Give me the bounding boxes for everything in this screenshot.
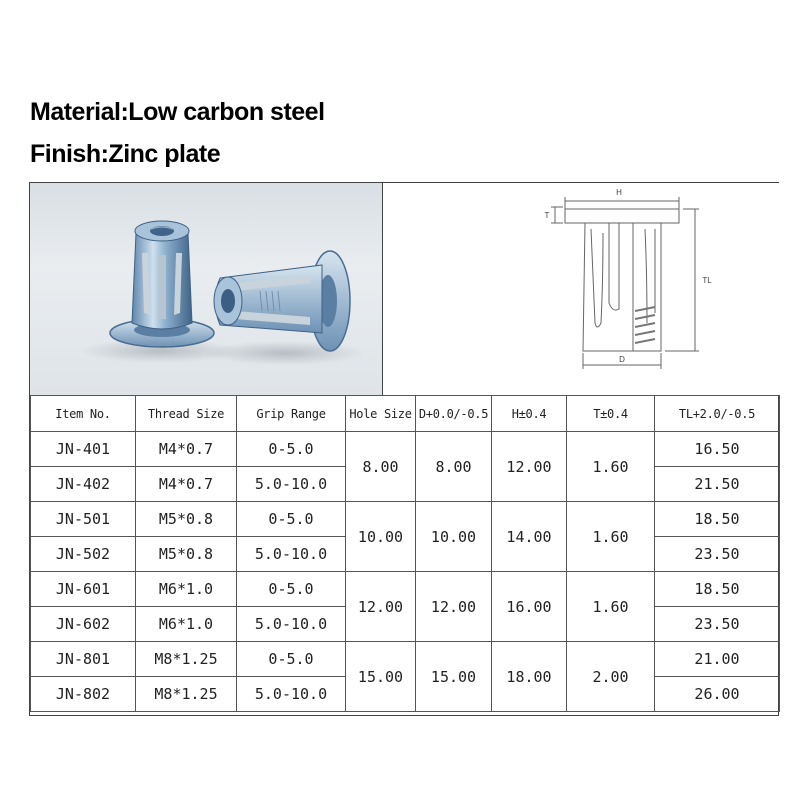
cell-hole-size: 8.00 [346, 432, 416, 502]
cell-tl: 26.00 [655, 677, 780, 712]
col-header-hole-size: Hole Size [346, 396, 416, 432]
cell-t: 1.60 [567, 432, 655, 502]
cell-tl: 23.50 [655, 607, 780, 642]
finish-heading: Finish:Zinc plate [30, 140, 221, 168]
cell-h: 18.00 [492, 642, 567, 712]
table-row [31, 432, 780, 467]
cell-d: 12.00 [416, 572, 492, 642]
cell-item-no: JN-602 [31, 607, 136, 642]
col-header-tl: TL+2.0/-0.5 [655, 396, 780, 432]
cell-grip-range: 5.0-10.0 [237, 607, 346, 642]
cell-t: 1.60 [567, 572, 655, 642]
cell-grip-range: 5.0-10.0 [237, 537, 346, 572]
col-header-grip-range: Grip Range [237, 396, 346, 432]
cell-item-no: JN-402 [31, 467, 136, 502]
table-row [31, 572, 780, 607]
cell-thread-size: M4*0.7 [136, 432, 237, 467]
table-row [31, 642, 780, 677]
cell-thread-size: M5*0.8 [136, 502, 237, 537]
product-photo [30, 183, 382, 395]
cell-hole-size: 10.00 [346, 502, 416, 572]
cell-grip-range: 0-5.0 [237, 432, 346, 467]
cell-t: 2.00 [567, 642, 655, 712]
cell-tl: 18.50 [655, 572, 780, 607]
cell-item-no: JN-401 [31, 432, 136, 467]
cell-tl: 21.50 [655, 467, 780, 502]
cell-d: 10.00 [416, 502, 492, 572]
cell-item-no: JN-801 [31, 642, 136, 677]
table-row [31, 502, 780, 537]
cell-thread-size: M6*1.0 [136, 607, 237, 642]
cell-h: 12.00 [492, 432, 567, 502]
cell-tl: 18.50 [655, 502, 780, 537]
cell-thread-size: M8*1.25 [136, 642, 237, 677]
col-header-t: T±0.4 [567, 396, 655, 432]
cell-grip-range: 0-5.0 [237, 642, 346, 677]
cell-thread-size: M6*1.0 [136, 572, 237, 607]
spec-table [30, 395, 780, 712]
col-header-thread-size: Thread Size [136, 396, 237, 432]
table-header-row [31, 396, 780, 432]
cell-tl: 21.00 [655, 642, 780, 677]
dim-label-t: T [544, 211, 550, 220]
col-header-d: D+0.0/-0.5 [416, 396, 492, 432]
cell-h: 14.00 [492, 502, 567, 572]
dim-label-h: H [616, 188, 622, 197]
cell-thread-size: M8*1.25 [136, 677, 237, 712]
cell-h: 16.00 [492, 572, 567, 642]
cell-grip-range: 5.0-10.0 [237, 677, 346, 712]
cell-item-no: JN-501 [31, 502, 136, 537]
cell-item-no: JN-502 [31, 537, 136, 572]
dimension-diagram [382, 183, 779, 395]
cell-grip-range: 0-5.0 [237, 502, 346, 537]
cell-tl: 16.50 [655, 432, 780, 467]
cell-grip-range: 0-5.0 [237, 572, 346, 607]
material-heading: Material:Low carbon steel [30, 98, 325, 126]
cell-hole-size: 15.00 [346, 642, 416, 712]
col-header-h: H±0.4 [492, 396, 567, 432]
cell-hole-size: 12.00 [346, 572, 416, 642]
cell-item-no: JN-802 [31, 677, 136, 712]
cell-thread-size: M5*0.8 [136, 537, 237, 572]
cell-d: 15.00 [416, 642, 492, 712]
jack-nut-photo-illustration [30, 183, 382, 395]
dim-label-tl: TL [702, 276, 712, 285]
cell-thread-size: M4*0.7 [136, 467, 237, 502]
cell-d: 8.00 [416, 432, 492, 502]
dim-label-d: D [619, 355, 625, 364]
cell-grip-range: 5.0-10.0 [237, 467, 346, 502]
product-spec-frame [29, 182, 779, 716]
cell-tl: 23.50 [655, 537, 780, 572]
cell-t: 1.60 [567, 502, 655, 572]
cross-section-drawing [383, 183, 779, 395]
col-header-item-no: Item No. [31, 396, 136, 432]
cell-item-no: JN-601 [31, 572, 136, 607]
